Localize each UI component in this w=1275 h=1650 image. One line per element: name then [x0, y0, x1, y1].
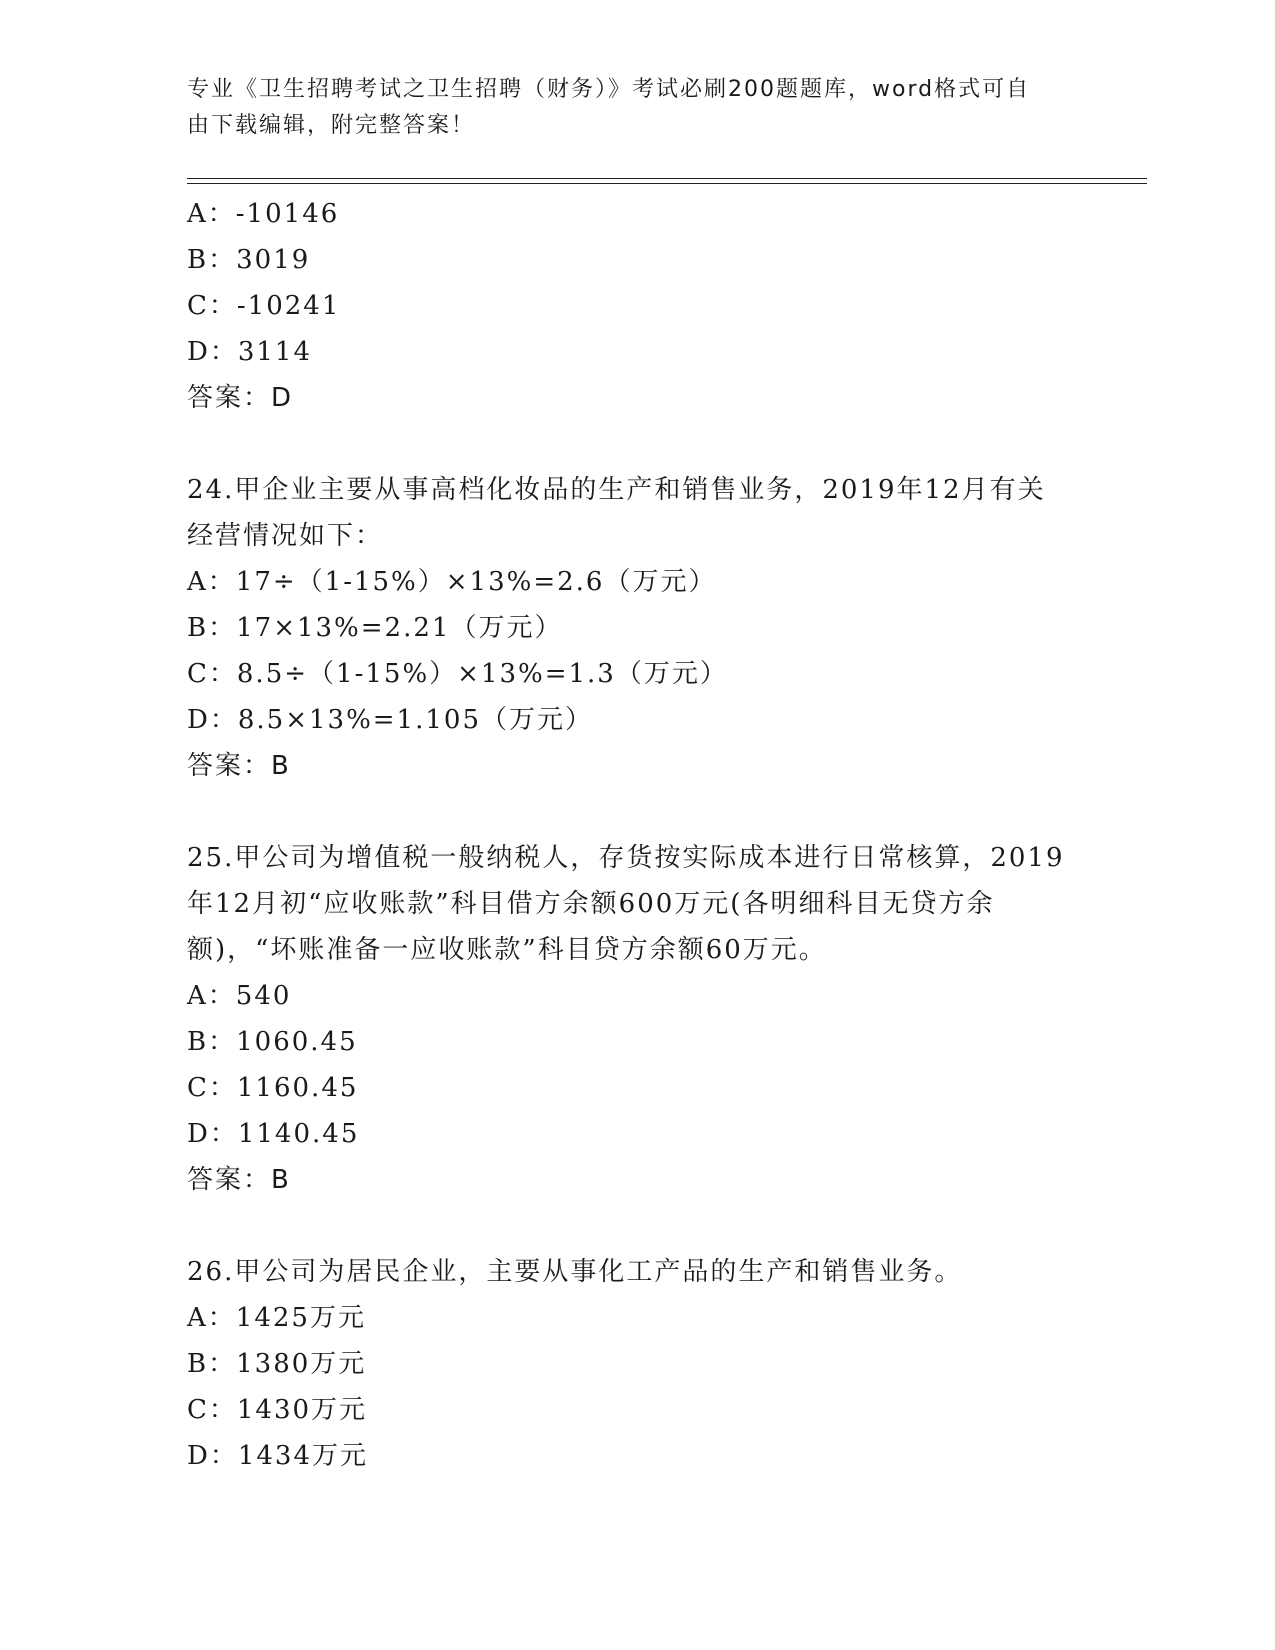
- option-b: B：1380万元: [187, 1349, 367, 1379]
- question-stem-line: 25.甲公司为增值税一般纳税人，存货按实际成本进行日常核算，2019: [187, 843, 1065, 873]
- option-c: C：1430万元: [187, 1395, 368, 1425]
- question-stem-line: 24.甲企业主要从事高档化妆品的生产和销售业务，2019年12月有关: [187, 475, 1046, 505]
- option-c: C：-10241: [187, 291, 341, 321]
- option-d: D：8.5×13%=1.105（万元）: [187, 705, 593, 735]
- question-list: [187, 191, 1087, 1479]
- spacer: [187, 789, 1087, 835]
- header-line-1: 专业《卫生招聘考试之卫生招聘（财务）》考试必刷200题题库，word格式可自: [187, 77, 1031, 102]
- question-26: [187, 1249, 1087, 1479]
- header-rule-bottom: [187, 183, 1147, 184]
- page-header: [187, 72, 1087, 144]
- question-23: [187, 191, 1087, 421]
- spacer: [187, 421, 1087, 467]
- option-b: B：1060.45: [187, 1027, 358, 1057]
- header-rule-top: [187, 178, 1147, 179]
- question-24: [187, 467, 1087, 789]
- question-stem-line: 年12月初“应收账款”科目借方余额600万元(各明细科目无贷方余: [187, 889, 995, 919]
- answer-line: 答案：D: [187, 383, 294, 413]
- option-a: A：-10146: [187, 199, 340, 229]
- question-25: [187, 835, 1087, 1203]
- option-d: D：1140.45: [187, 1119, 360, 1149]
- option-d: D：3114: [187, 337, 313, 367]
- option-b: B：17×13%=2.21（万元）: [187, 613, 563, 643]
- option-d: D：1434万元: [187, 1441, 369, 1471]
- question-stem-line: 26.甲公司为居民企业，主要从事化工产品的生产和销售业务。: [187, 1257, 963, 1287]
- option-c: C：1160.45: [187, 1073, 359, 1103]
- option-c: C：8.5÷（1-15%）×13%=1.3（万元）: [187, 659, 728, 689]
- option-a: A：17÷（1-15%）×13%=2.6（万元）: [187, 567, 717, 597]
- question-stem-line: 经营情况如下：: [187, 521, 384, 551]
- spacer: [187, 1203, 1087, 1249]
- option-a: A：1425万元: [187, 1303, 366, 1333]
- option-b: B：3019: [187, 245, 311, 275]
- question-stem-line: 额)，“坏账准备一应收账款”科目贷方余额60万元。: [187, 935, 827, 965]
- answer-line: 答案：B: [187, 751, 291, 781]
- answer-line: 答案：B: [187, 1165, 291, 1195]
- header-line-2: 由下载编辑，附完整答案！: [187, 113, 476, 138]
- option-a: A：540: [187, 981, 292, 1011]
